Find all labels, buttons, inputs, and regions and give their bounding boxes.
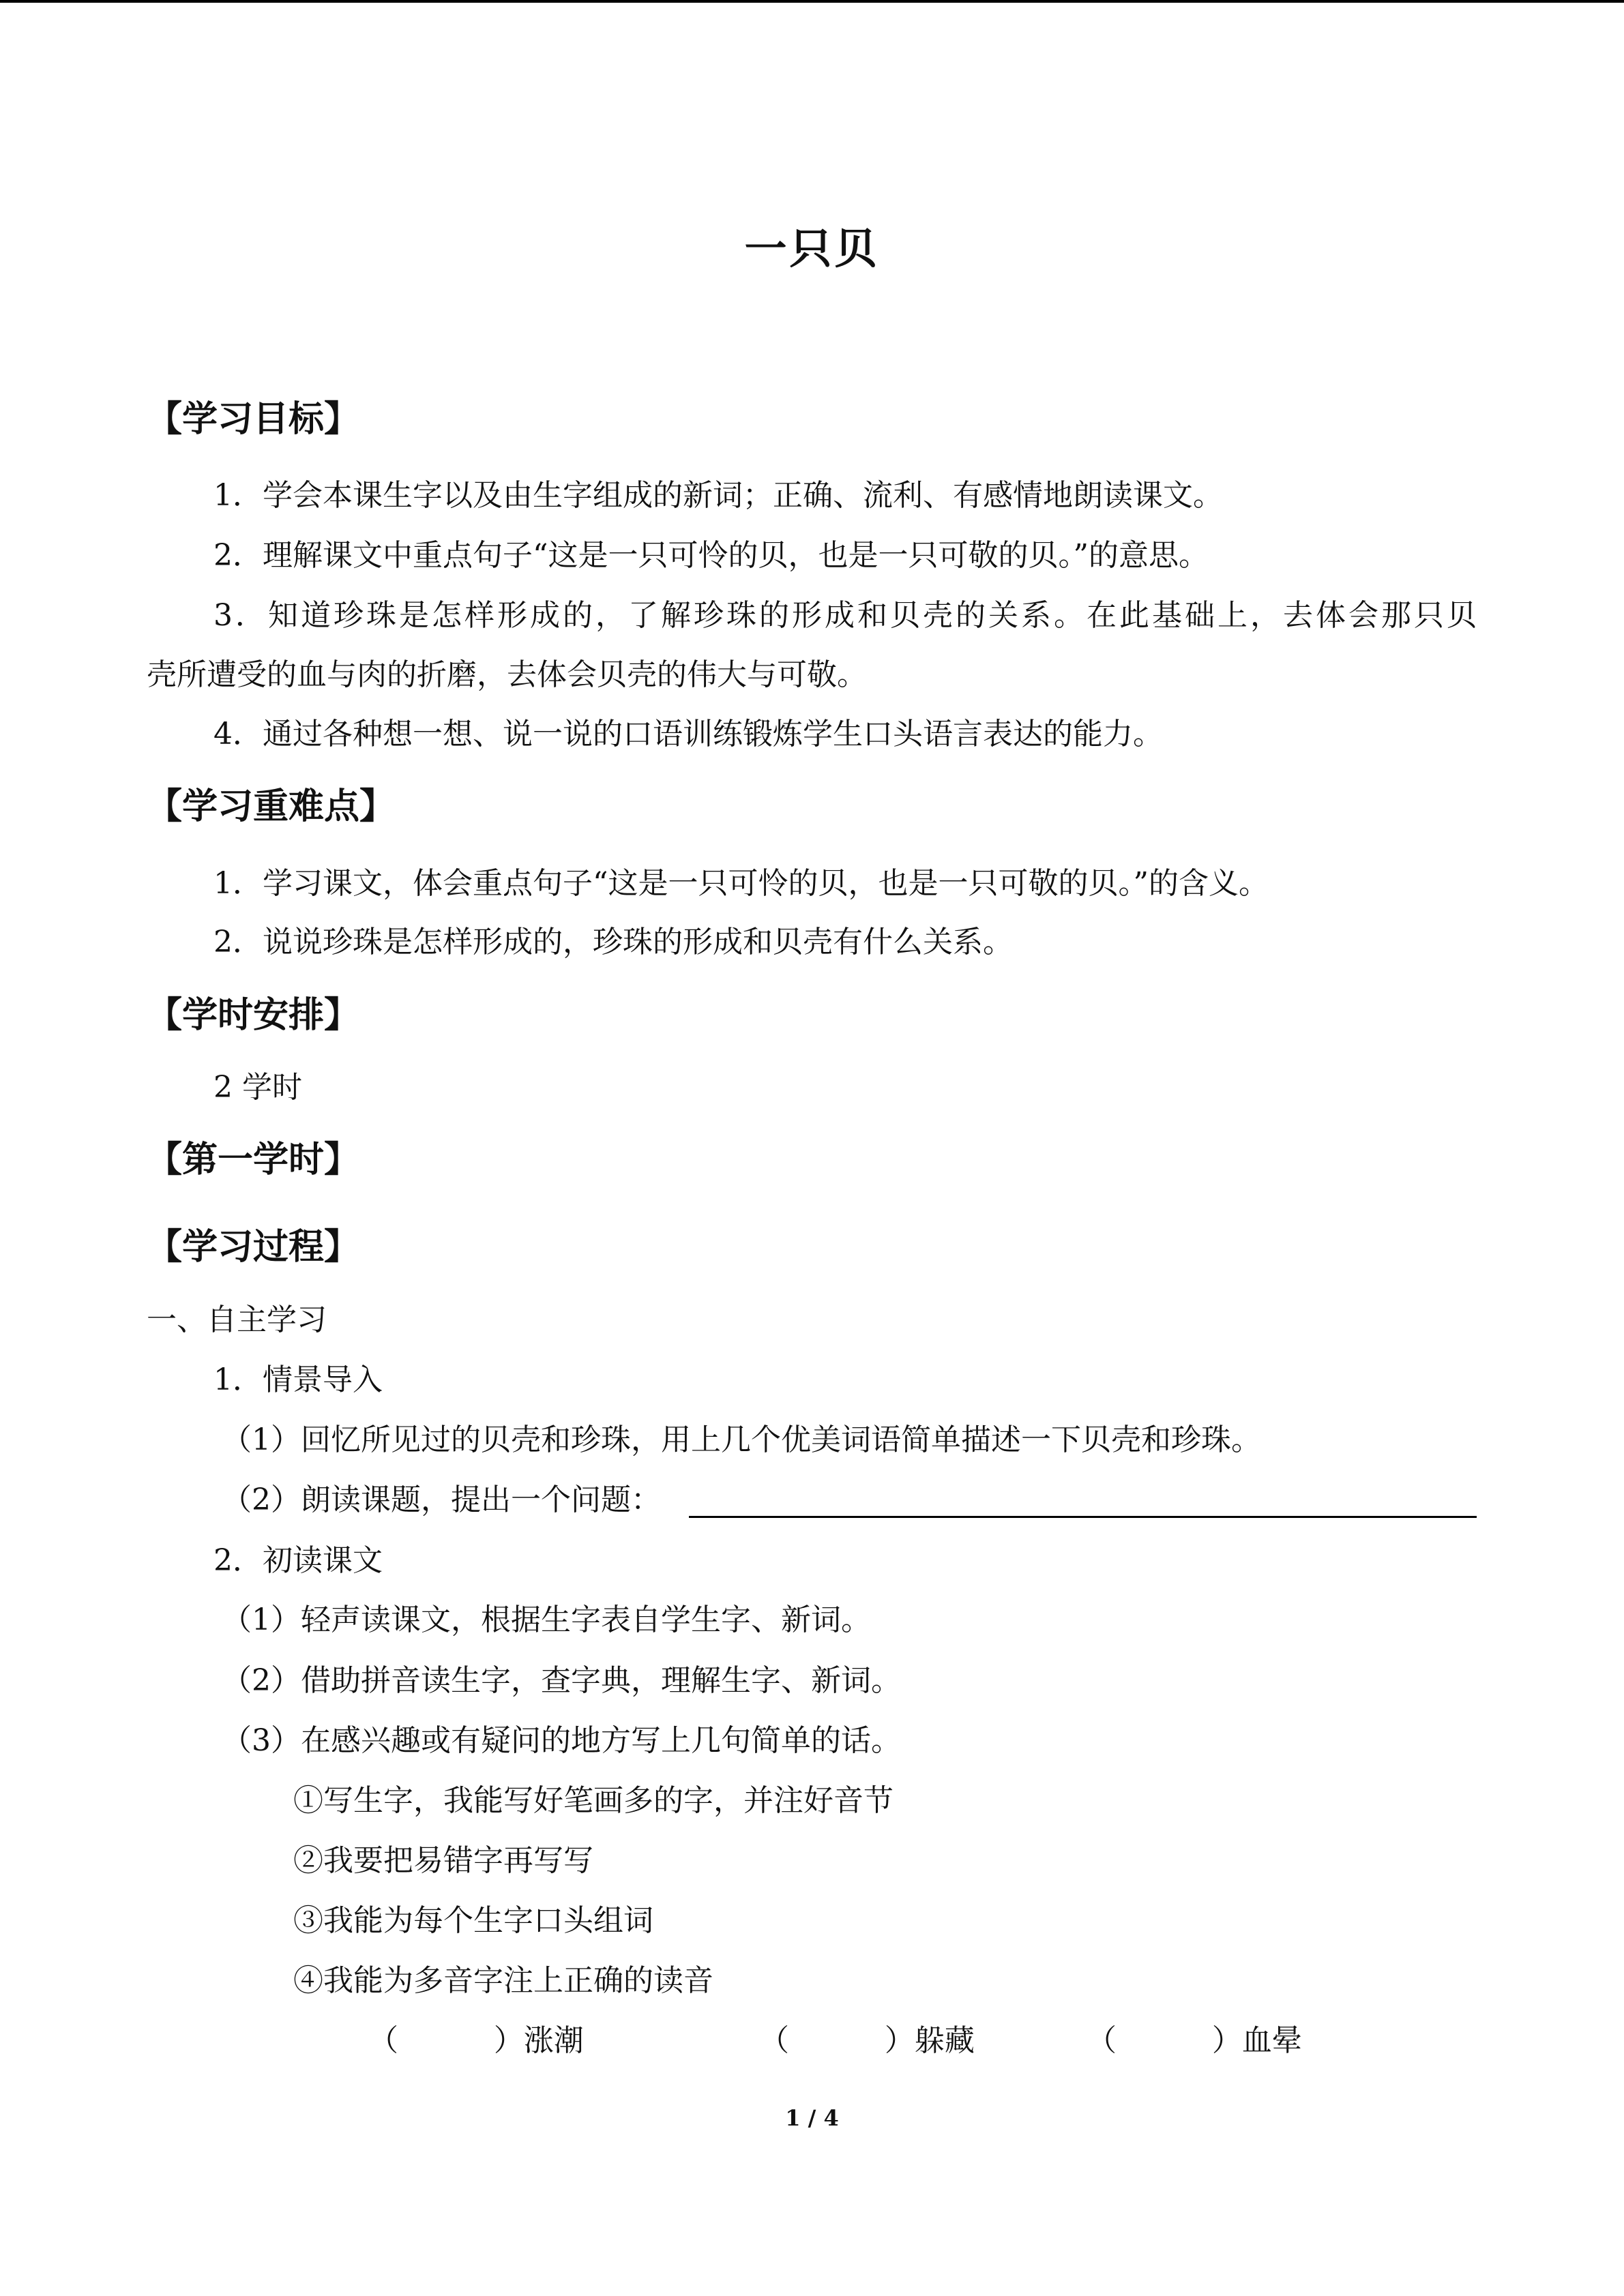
objective-item-1: 1．学会本课生字以及由生字组成的新词；正确、流利、有感情地朗读课文。 (213, 478, 1223, 513)
pinyin-blank-1: （ ）涨潮 (368, 2023, 584, 2058)
objective-item-4: 4．通过各种想一想、说一说的口语训练锻炼学生口头语言表达的能力。 (213, 717, 1163, 751)
key-point-item-1: 1．学习课文，体会重点句子“这是一只可怜的贝，也是一只可敬的贝。”的含义。 (213, 866, 1269, 901)
objective-item-3-continued: 壳所遭受的血与肉的折磨，去体会贝壳的伟大与可敬。 (147, 657, 867, 692)
sub-item-2: ②我要把易错字再写写 (293, 1843, 593, 1878)
step2-item-3: （3）在感兴趣或有疑问的地方写上几句简单的话。 (222, 1723, 901, 1758)
schedule-text: 2 学时 (213, 1070, 302, 1105)
part-one-title: 一、自主学习 (147, 1302, 327, 1337)
step1-item-2: （2）朗读课题，提出一个问题： (222, 1482, 661, 1517)
objectives-heading: 【学习目标】 (147, 399, 360, 440)
step2-title: 2．初读课文 (213, 1543, 383, 1578)
key-points-heading: 【学习重难点】 (147, 786, 396, 827)
objective-item-2: 2．理解课文中重点句子“这是一只可怜的贝，也是一只可敬的贝。”的意思。 (213, 538, 1209, 573)
pinyin-blank-2: （ ）躲藏 (759, 2023, 975, 2058)
schedule-heading: 【学时安排】 (147, 995, 360, 1036)
step2-item-2: （2）借助拼音读生字，查字典，理解生字、新词。 (222, 1663, 901, 1698)
answer-blank-line (689, 1516, 1477, 1518)
step1-item-1: （1）回忆所见过的贝壳和珍珠，用上几个优美词语简单描述一下贝壳和珍珠。 (222, 1422, 1261, 1457)
step1-title: 1．情景导入 (213, 1362, 383, 1397)
sub-item-4: ④我能为多音字注上正确的读音 (293, 1963, 713, 1998)
page-number: 1 / 4 (785, 2105, 839, 2131)
step2-item-1: （1）轻声读课文，根据生字表自学生字、新词。 (222, 1602, 871, 1637)
pinyin-blank-3: （ ）血晕 (1087, 2023, 1302, 2058)
first-period-heading: 【第一学时】 (147, 1139, 360, 1180)
key-point-item-2: 2．说说珍珠是怎样形成的，珍珠的形成和贝壳有什么关系。 (213, 925, 1013, 959)
objective-item-3: 3．知道珍珠是怎样形成的，了解珍珠的形成和贝壳的关系。在此基础上，去体会那只贝 (213, 598, 1477, 633)
sub-item-3: ③我能为每个生字口头组词 (293, 1903, 653, 1938)
top-border-line (0, 0, 1624, 3)
document-title: 一只贝 (744, 224, 880, 273)
sub-item-1: ①写生字，我能写好笔画多的字，并注好音节 (293, 1783, 894, 1818)
process-heading: 【学习过程】 (147, 1227, 360, 1268)
